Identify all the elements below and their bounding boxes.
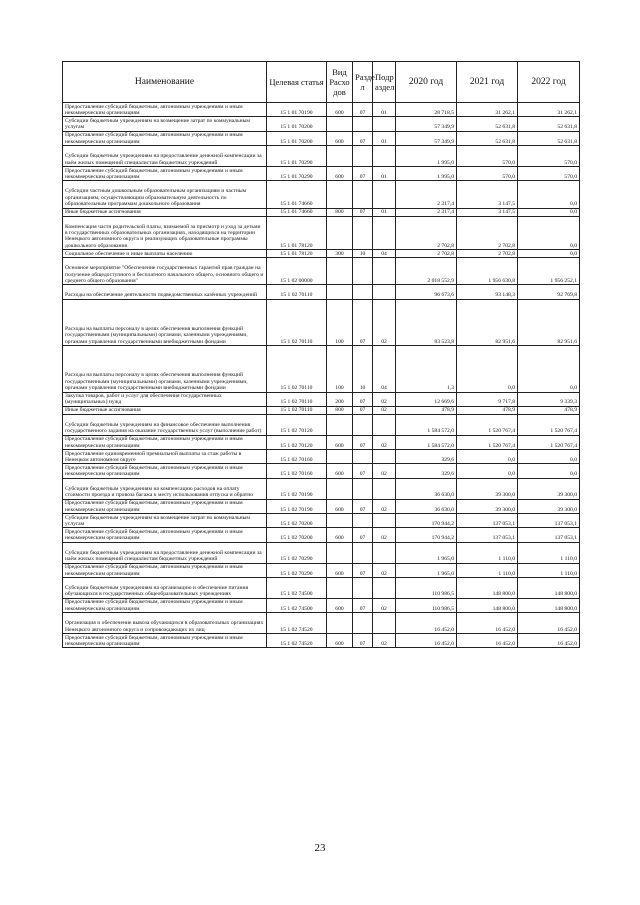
- table-row: [63, 117, 580, 131]
- cell-subsection: [373, 117, 396, 131]
- cell-section: [353, 613, 373, 634]
- cell-name: Субсидии частным дошкольным образовательным организациям и частным организациям, осуществляющим образовательную деятельность по образовательным программам дошкольного образования: [63, 181, 267, 208]
- cell-2022: 31 262,1: [518, 103, 580, 117]
- table-row: [63, 250, 580, 258]
- cell-section: [353, 146, 373, 167]
- cell-expense-type: [327, 414, 353, 435]
- cell-expense-type: 600: [327, 131, 353, 145]
- cell-2022: 1 520 767,4: [518, 435, 580, 449]
- cell-target-article: 15 1 01 74660: [267, 181, 327, 208]
- cell-section: [353, 414, 373, 435]
- cell-expense-type: 600: [327, 166, 353, 180]
- cell-expense-type: [327, 478, 353, 499]
- cell-2021: 1 110,0: [457, 542, 518, 563]
- cell-2020: 12 669,6: [396, 392, 457, 406]
- cell-section: 07: [353, 299, 373, 345]
- cell-expense-type: [327, 146, 353, 167]
- table-row: [63, 131, 580, 145]
- header-code: Целевая статья: [267, 62, 327, 103]
- cell-2020: 1 995,0: [396, 146, 457, 167]
- cell-target-article: 15 1 02 70110: [267, 346, 327, 392]
- cell-section: [353, 258, 373, 285]
- cell-2020: 57 349,9: [396, 117, 457, 131]
- cell-name: Расходы на обеспечение деятельности подведомственных казённых учреждений: [63, 285, 267, 299]
- cell-2020: 329,6: [396, 464, 457, 478]
- cell-2020: 83 523,8: [396, 299, 457, 345]
- cell-subsection: [373, 216, 396, 250]
- cell-name: Субсидии бюджетным учреждениям на предоставление денежной компенсации за наём жилых помещений специалистам бюджетных учреждений: [63, 542, 267, 563]
- table-row: [63, 542, 580, 563]
- cell-name: Предоставление субсидий бюджетным, автономным учреждениям и иным некоммерческим организациям: [63, 166, 267, 180]
- cell-name: Предоставление субсидий бюджетным, автономным учреждениям и иным некоммерческим организациям: [63, 131, 267, 145]
- cell-section: 07: [353, 464, 373, 478]
- cell-2021: 570,0: [457, 166, 518, 180]
- cell-subsection: [373, 514, 396, 528]
- cell-target-article: 15 1 01 70190: [267, 103, 327, 117]
- cell-target-article: 15 1 02 70120: [267, 435, 327, 449]
- cell-name: Предоставление единовременной премиальной выплаты за стаж работы в Ненецком автономном округе: [63, 450, 267, 464]
- budget-table-sheet: [62, 61, 579, 648]
- cell-target-article: 15 1 02 70110: [267, 299, 327, 345]
- cell-subsection: 02: [373, 499, 396, 513]
- cell-2020: 96 673,6: [396, 285, 457, 299]
- cell-2020: 329,6: [396, 450, 457, 464]
- cell-name: Иные бюджетные ассигнования: [63, 208, 267, 216]
- cell-section: 10: [353, 250, 373, 258]
- cell-expense-type: 600: [327, 528, 353, 542]
- table-row: [63, 216, 580, 250]
- cell-2022: 0,0: [518, 208, 580, 216]
- cell-2022: 1 110,0: [518, 542, 580, 563]
- cell-subsection: 02: [373, 299, 396, 345]
- table-row: [63, 464, 580, 478]
- cell-2021: 1 520 767,4: [457, 414, 518, 435]
- cell-target-article: 15 1 02 00000: [267, 258, 327, 285]
- cell-target-article: 15 1 01 70290: [267, 166, 327, 180]
- cell-expense-type: [327, 117, 353, 131]
- cell-section: 07: [353, 563, 373, 577]
- cell-2022: 16 452,0: [518, 634, 580, 648]
- cell-target-article: 15 1 02 70110: [267, 406, 327, 414]
- cell-name: Закупка товаров, работ и услуг для обеспечения государственных (муниципальных) нужд: [63, 392, 267, 406]
- cell-target-article: 15 1 02 70110: [267, 392, 327, 406]
- table-row: [63, 563, 580, 577]
- cell-expense-type: 800: [327, 208, 353, 216]
- cell-subsection: 04: [373, 250, 396, 258]
- cell-subsection: [373, 478, 396, 499]
- cell-target-article: 15 1 01 74660: [267, 208, 327, 216]
- cell-2021: 2 702,8: [457, 216, 518, 250]
- cell-section: [353, 478, 373, 499]
- cell-2021: 93 148,3: [457, 285, 518, 299]
- cell-2021: 0,0: [457, 346, 518, 392]
- cell-2021: 0,0: [457, 450, 518, 464]
- cell-target-article: 15 1 01 70290: [267, 146, 327, 167]
- cell-subsection: 02: [373, 634, 396, 648]
- cell-2022: 0,0: [518, 216, 580, 250]
- cell-2022: 1 520 767,4: [518, 414, 580, 435]
- cell-subsection: [373, 285, 396, 299]
- cell-2020: 1 965,0: [396, 542, 457, 563]
- cell-2022: 39 300,0: [518, 478, 580, 499]
- cell-2021: 137 053,1: [457, 528, 518, 542]
- cell-2022: 0,0: [518, 181, 580, 208]
- cell-section: 07: [353, 406, 373, 414]
- cell-2021: 52 631,8: [457, 131, 518, 145]
- cell-subsection: 04: [373, 346, 396, 392]
- table-row: [63, 103, 580, 117]
- table-row: [63, 514, 580, 528]
- cell-subsection: [373, 258, 396, 285]
- cell-2021: 570,0: [457, 146, 518, 167]
- cell-2022: 478,9: [518, 406, 580, 414]
- cell-2022: 52 631,8: [518, 117, 580, 131]
- cell-name: Субсидии бюджетным учреждениям на возмещение затрат по коммунальным услугам: [63, 117, 267, 131]
- cell-section: [353, 514, 373, 528]
- header-name: Наименование: [63, 62, 267, 103]
- cell-expense-type: 100: [327, 346, 353, 392]
- cell-target-article: 15 1 02 70160: [267, 464, 327, 478]
- cell-target-article: 15 1 02 70290: [267, 542, 327, 563]
- cell-2020: 2 702,8: [396, 250, 457, 258]
- cell-subsection: 01: [373, 103, 396, 117]
- cell-2020: 170 944,2: [396, 514, 457, 528]
- cell-2020: 1 965,0: [396, 563, 457, 577]
- cell-target-article: 15 1 01 78120: [267, 216, 327, 250]
- cell-name: Социальное обеспечение и иные выплаты населению: [63, 250, 267, 258]
- cell-name: Субсидии бюджетным учреждениям на возмещение затрат по коммунальным услугам: [63, 514, 267, 528]
- cell-2022: 570,0: [518, 146, 580, 167]
- cell-expense-type: 600: [327, 435, 353, 449]
- cell-subsection: 01: [373, 131, 396, 145]
- cell-subsection: 01: [373, 208, 396, 216]
- cell-target-article: 15 1 02 70120: [267, 414, 327, 435]
- table-row: [63, 181, 580, 208]
- cell-name: Расходы на выплаты персоналу в целях обеспечения выполнения функций государственными (муниципальными) органами, казенными учреждениями, органами управления государственными внебюджетными фондами: [63, 346, 267, 392]
- cell-target-article: 15 1 02 70190: [267, 499, 327, 513]
- cell-2020: 28 718,5: [396, 103, 457, 117]
- cell-expense-type: 600: [327, 634, 353, 648]
- cell-2020: 36 630,0: [396, 478, 457, 499]
- cell-2021: 16 452,0: [457, 634, 518, 648]
- cell-target-article: 15 1 01 70200: [267, 117, 327, 131]
- cell-2020: 478,9: [396, 406, 457, 414]
- cell-target-article: 15 1 02 74500: [267, 578, 327, 599]
- table-row: [63, 208, 580, 216]
- cell-2022: 0,0: [518, 250, 580, 258]
- cell-name: Предоставление субсидий бюджетным, автономным учреждениям и иным некоммерческим организациям: [63, 528, 267, 542]
- cell-section: 07: [353, 166, 373, 180]
- cell-2020: 16 452,0: [396, 634, 457, 648]
- cell-name: Предоставление субсидий бюджетным, автономным учреждениям и иным некоммерческим организациям: [63, 435, 267, 449]
- cell-target-article: 15 1 02 70200: [267, 528, 327, 542]
- cell-2021: 52 631,8: [457, 117, 518, 131]
- cell-2022: 1 110,0: [518, 563, 580, 577]
- table-row: [63, 146, 580, 167]
- table-row: [63, 528, 580, 542]
- cell-target-article: 15 1 02 70190: [267, 478, 327, 499]
- cell-2020: 1 995,0: [396, 166, 457, 180]
- cell-2021: 478,9: [457, 406, 518, 414]
- table-row: [63, 478, 580, 499]
- table-body: [63, 103, 580, 648]
- budget-table: [62, 61, 580, 648]
- header-2021: 2021 год: [457, 62, 518, 103]
- cell-section: [353, 216, 373, 250]
- cell-expense-type: 600: [327, 499, 353, 513]
- cell-2022: 9 339,3: [518, 392, 580, 406]
- cell-subsection: 02: [373, 406, 396, 414]
- cell-subsection: 02: [373, 528, 396, 542]
- cell-expense-type: [327, 285, 353, 299]
- cell-2021: 16 452,0: [457, 613, 518, 634]
- cell-2021: 148 800,0: [457, 578, 518, 599]
- table-row: [63, 299, 580, 345]
- table-row: [63, 634, 580, 648]
- table-row: [63, 285, 580, 299]
- cell-subsection: 02: [373, 435, 396, 449]
- table-row: [63, 392, 580, 406]
- cell-2022: 1 956 252,1: [518, 258, 580, 285]
- cell-expense-type: [327, 216, 353, 250]
- table-row: [63, 346, 580, 392]
- cell-subsection: 01: [373, 166, 396, 180]
- cell-2021: 148 800,0: [457, 598, 518, 612]
- cell-section: 07: [353, 435, 373, 449]
- header-row: [63, 62, 580, 103]
- cell-target-article: 15 1 02 70110: [267, 285, 327, 299]
- cell-expense-type: 100: [327, 299, 353, 345]
- cell-2020: 36 630,0: [396, 499, 457, 513]
- cell-section: 07: [353, 499, 373, 513]
- table-row: [63, 258, 580, 285]
- cell-section: 07: [353, 528, 373, 542]
- table-row: [63, 578, 580, 599]
- cell-expense-type: [327, 542, 353, 563]
- header-2020: 2020 год: [396, 62, 457, 103]
- cell-expense-type: 300: [327, 250, 353, 258]
- cell-2021: 82 951,6: [457, 299, 518, 345]
- cell-name: Субсидии бюджетным учреждениям на финансовое обеспечение выполнения государственного задания на оказание государственных услуг (выполнение работ): [63, 414, 267, 435]
- cell-subsection: 02: [373, 464, 396, 478]
- cell-name: Субсидии бюджетным учреждениям на компенсацию расходов на оплату стоимости проезда и провоза багажа к месту использования отпуска и обратно: [63, 478, 267, 499]
- cell-2022: 0,0: [518, 464, 580, 478]
- cell-name: Основное мероприятие "Обеспечение государственных гарантий прав граждан на получение общедоступного и бесплатного начального общего, основного общего и среднего общего образования": [63, 258, 267, 285]
- cell-name: Субсидии бюджетным учреждениям на организацию и обеспечение питания обучающихся в государственных общеобразовательных учреждениях: [63, 578, 267, 599]
- cell-2020: 110 986,5: [396, 598, 457, 612]
- cell-2021: 1 520 767,4: [457, 435, 518, 449]
- cell-expense-type: [327, 613, 353, 634]
- table-row: [63, 435, 580, 449]
- cell-section: 07: [353, 131, 373, 145]
- cell-section: 07: [353, 392, 373, 406]
- cell-name: Предоставление субсидий бюджетным, автономным учреждениям и иным некоммерческим организациям: [63, 634, 267, 648]
- cell-2022: 148 800,0: [518, 598, 580, 612]
- cell-name: Субсидии бюджетным учреждениям на предоставление денежной компенсации за наём жилых помещений специалистам бюджетных учреждений: [63, 146, 267, 167]
- cell-subsection: 02: [373, 598, 396, 612]
- cell-name: Предоставление субсидий бюджетным, автономным учреждениям и иным некоммерческим организациям: [63, 464, 267, 478]
- cell-section: 07: [353, 598, 373, 612]
- header-podrazdel: Подр аздел: [373, 62, 396, 103]
- cell-target-article: 15 1 02 70200: [267, 514, 327, 528]
- cell-target-article: 15 1 01 70200: [267, 131, 327, 145]
- cell-2021: 31 262,1: [457, 103, 518, 117]
- cell-expense-type: 200: [327, 392, 353, 406]
- cell-name: Предоставление субсидий бюджетным, автономным учреждениям и иным некоммерческим организациям: [63, 598, 267, 612]
- cell-name: Расходы на выплаты персоналу в целях обеспечения выполнения функций государственными (муниципальными) органами, казенными учреждениями, органами управления государственными внебюджетными фондами: [63, 299, 267, 345]
- cell-name: Предоставление субсидий бюджетным, автономным учреждениям и иным некоммерческим организациям: [63, 563, 267, 577]
- cell-expense-type: 600: [327, 103, 353, 117]
- cell-expense-type: 600: [327, 464, 353, 478]
- cell-name: Предоставление субсидий бюджетным, автономным учреждениям и иным некоммерческим организациям: [63, 499, 267, 513]
- cell-2021: 0,0: [457, 464, 518, 478]
- cell-2021: 3 147,5: [457, 181, 518, 208]
- cell-2020: 16 452,0: [396, 613, 457, 634]
- cell-section: [353, 542, 373, 563]
- table-row: [63, 166, 580, 180]
- cell-2020: 57 349,9: [396, 131, 457, 145]
- cell-section: 10: [353, 346, 373, 392]
- cell-2022: 0,0: [518, 346, 580, 392]
- cell-subsection: [373, 542, 396, 563]
- cell-2021: 1 956 630,8: [457, 258, 518, 285]
- cell-target-article: 15 1 02 70160: [267, 450, 327, 464]
- cell-2020: 2 702,8: [396, 216, 457, 250]
- cell-subsection: 02: [373, 392, 396, 406]
- cell-section: 07: [353, 208, 373, 216]
- cell-expense-type: [327, 450, 353, 464]
- page-number: 23: [314, 842, 326, 854]
- cell-2020: 1 584 572,0: [396, 414, 457, 435]
- cell-2021: 2 702,8: [457, 250, 518, 258]
- cell-subsection: [373, 613, 396, 634]
- cell-2020: 1 584 572,0: [396, 435, 457, 449]
- cell-expense-type: 800: [327, 406, 353, 414]
- cell-expense-type: [327, 181, 353, 208]
- cell-2022: 0,0: [518, 450, 580, 464]
- cell-2022: 570,0: [518, 166, 580, 180]
- cell-2022: 82 951,6: [518, 299, 580, 345]
- cell-2021: 9 717,8: [457, 392, 518, 406]
- cell-target-article: 15 1 02 74500: [267, 598, 327, 612]
- cell-2022: 148 800,0: [518, 578, 580, 599]
- cell-subsection: [373, 181, 396, 208]
- table-row: [63, 450, 580, 464]
- cell-target-article: 15 1 02 70290: [267, 563, 327, 577]
- cell-2022: 137 053,1: [518, 528, 580, 542]
- header-razdel: Разде л: [353, 62, 373, 103]
- header-2022: 2022 год: [518, 62, 580, 103]
- cell-expense-type: 600: [327, 598, 353, 612]
- cell-2020: 2 317,4: [396, 208, 457, 216]
- cell-name: Иные бюджетные ассигнования: [63, 406, 267, 414]
- cell-expense-type: 600: [327, 563, 353, 577]
- table-row: [63, 414, 580, 435]
- cell-section: 07: [353, 103, 373, 117]
- cell-target-article: 15 1 01 78120: [267, 250, 327, 258]
- cell-2021: 39 300,0: [457, 478, 518, 499]
- cell-2021: 39 300,0: [457, 499, 518, 513]
- cell-2022: 52 631,8: [518, 131, 580, 145]
- cell-2022: 137 053,1: [518, 514, 580, 528]
- cell-2020: 110 986,5: [396, 578, 457, 599]
- cell-2020: 2 018 552,9: [396, 258, 457, 285]
- header-vid: Вид Расхо дов: [327, 62, 353, 103]
- cell-expense-type: [327, 578, 353, 599]
- cell-target-article: 15 1 02 74520: [267, 634, 327, 648]
- cell-section: 07: [353, 634, 373, 648]
- cell-section: [353, 450, 373, 464]
- cell-name: Предоставление субсидий бюджетным, автономным учреждениям и иным некоммерческим организациям: [63, 103, 267, 117]
- cell-2021: 1 110,0: [457, 563, 518, 577]
- cell-section: [353, 117, 373, 131]
- cell-subsection: [373, 578, 396, 599]
- cell-2022: 39 300,0: [518, 499, 580, 513]
- cell-2020: 1,3: [396, 346, 457, 392]
- cell-subsection: [373, 414, 396, 435]
- cell-expense-type: [327, 258, 353, 285]
- cell-2021: 137 053,1: [457, 514, 518, 528]
- cell-subsection: [373, 146, 396, 167]
- cell-2021: 3 147,5: [457, 208, 518, 216]
- cell-section: [353, 181, 373, 208]
- table-row: [63, 613, 580, 634]
- cell-subsection: [373, 450, 396, 464]
- cell-expense-type: [327, 514, 353, 528]
- cell-name: Организация и обеспечение вывоза обучающихся в образовательных организациях Ненецкого автономного округа и сопровождающих их лиц: [63, 613, 267, 634]
- cell-2020: 2 317,4: [396, 181, 457, 208]
- cell-2020: 170 944,2: [396, 528, 457, 542]
- table-row: [63, 598, 580, 612]
- table-row: [63, 499, 580, 513]
- cell-subsection: 02: [373, 563, 396, 577]
- cell-2022: 92 769,8: [518, 285, 580, 299]
- cell-section: [353, 578, 373, 599]
- cell-section: [353, 285, 373, 299]
- cell-target-article: 15 1 02 74520: [267, 613, 327, 634]
- cell-name: Компенсация части родительской платы, взимаемой за присмотр и уход за детьми в государственных образовательных организациях, находящихся на территории Ненецкого автономного округа и реализующих образовательные программы дошкольного образования: [63, 216, 267, 250]
- cell-2022: 16 452,0: [518, 613, 580, 634]
- table-row: [63, 406, 580, 414]
